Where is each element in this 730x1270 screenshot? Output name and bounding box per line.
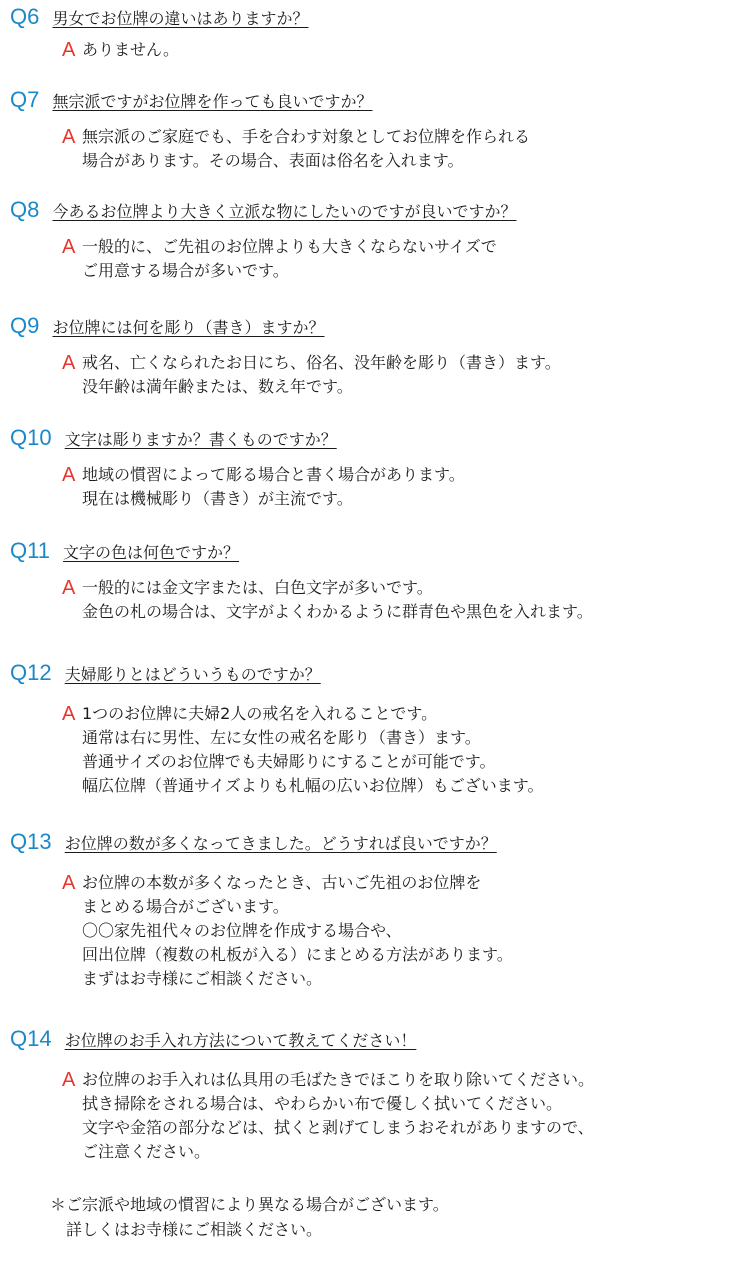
note-line: ＊ご宗派や地域の慣習により異なる場合がございます。 xyxy=(50,1195,449,1214)
answer-line: 拭き掃除をされる場合は、やわらかい布で優しく拭いてください。 xyxy=(82,1094,563,1113)
note-line: 詳しくはお寺様にご相談ください。 xyxy=(50,1220,323,1239)
question-row xyxy=(10,87,372,113)
answer-line: まずはお寺様にご相談ください。 xyxy=(82,969,323,988)
question-text: お位牌の数が多くなってきました。どうすれば良いですか？ xyxy=(64,834,497,853)
answer-line: 地域の慣習によって彫る場合と書く場合があります。 xyxy=(82,465,465,484)
answer-line: 一般的には金文字または、白色文字が多いです。 xyxy=(82,578,433,597)
answer-line: 没年齢は満年齢または、数え年です。 xyxy=(82,377,353,396)
question-text: お位牌のお手入れ方法について教えてください！ xyxy=(64,1031,417,1050)
answer-mark: A xyxy=(62,352,76,374)
question-number: Q6 xyxy=(10,4,40,29)
answer-text xyxy=(82,1068,722,1164)
answer-line: 通常は右に男性、左に女性の戒名を彫り（書き）ます。 xyxy=(82,728,481,747)
question-row xyxy=(10,660,321,686)
question-text: 文字の色は何色ですか？ xyxy=(63,543,240,562)
answer-mark: A xyxy=(62,577,76,599)
answer-text xyxy=(82,125,722,173)
answer-line: お位牌のお手入れは仏具用の毛ばたきでほこりを取り除いてください。 xyxy=(82,1070,595,1089)
answer-line: 場合があります。その場合、表面は俗名を入れます。 xyxy=(82,151,464,170)
answer-line: 1つのお位牌に夫婦2人の戒名を入れることです。 xyxy=(82,704,438,723)
answer-mark: A xyxy=(62,1069,76,1091)
question-row xyxy=(10,1026,416,1052)
answer-line: 文字や金箔の部分などは、拭くと剥げてしまうおそれがありますので、 xyxy=(82,1118,594,1137)
question-number: Q12 xyxy=(10,660,52,685)
answer-mark: A xyxy=(62,39,76,61)
answer-text xyxy=(82,871,722,991)
answer-line: まとめる場合がございます。 xyxy=(82,897,289,916)
question-text: 今あるお位牌より大きく立派な物にしたいのですが良いですか？ xyxy=(52,202,517,221)
answer-text xyxy=(82,702,722,798)
answer-mark: A xyxy=(62,872,76,894)
answer-line: 戒名、亡くなられたお日にち、俗名、没年齢を彫り（書き）ます。 xyxy=(82,353,561,372)
question-row xyxy=(10,829,497,855)
footer-note xyxy=(50,1192,710,1242)
question-text: 文字は彫りますか？書くものですか？ xyxy=(64,430,337,449)
question-text: お位牌には何を彫り（書き）ますか？ xyxy=(52,318,325,337)
answer-mark: A xyxy=(62,703,76,725)
question-number: Q14 xyxy=(10,1026,52,1051)
answer-text xyxy=(82,463,722,511)
question-row xyxy=(10,4,308,30)
answer-text xyxy=(82,576,722,624)
answer-line: 無宗派のご家庭でも、手を合わす対象としてお位牌を作られる xyxy=(82,127,531,146)
answer-text xyxy=(82,351,722,399)
question-row xyxy=(10,197,516,223)
answer-line: 一般的に、ご先祖のお位牌よりも大きくならないサイズで xyxy=(82,237,497,256)
answer-line: 回出位牌（複数の札板が入る）にまとめる方法があります。 xyxy=(82,945,513,964)
answer-mark: A xyxy=(62,236,76,258)
question-number: Q11 xyxy=(10,538,50,563)
answer-line: ご用意する場合が多いです。 xyxy=(82,261,289,280)
answer-line: 金色の札の場合は、文字がよくわかるように群青色や黒色を入れます。 xyxy=(82,602,593,621)
question-number: Q10 xyxy=(10,425,52,450)
answer-line: 普通サイズのお位牌でも夫婦彫りにすることが可能です。 xyxy=(82,752,496,771)
answer-mark: A xyxy=(62,464,76,486)
answer-mark: A xyxy=(62,126,76,148)
question-text: 男女でお位牌の違いはありますか？ xyxy=(52,9,309,28)
answer-text xyxy=(82,38,722,62)
question-number: Q13 xyxy=(10,829,52,854)
question-text: 無宗派ですがお位牌を作っても良いですか？ xyxy=(52,92,373,111)
question-text: 夫婦彫りとはどういうものですか？ xyxy=(64,665,321,684)
answer-line: ありません。 xyxy=(82,40,179,59)
answer-line: 現在は機械彫り（書き）が主流です。 xyxy=(82,489,353,508)
answer-line: 幅広位牌（普通サイズよりも札幅の広いお位牌）もございます。 xyxy=(82,776,544,795)
question-row xyxy=(10,425,337,451)
question-number: Q8 xyxy=(10,197,40,222)
answer-text xyxy=(82,235,722,283)
answer-line: ご注意ください。 xyxy=(82,1142,211,1161)
question-row xyxy=(10,538,239,564)
answer-line: お位牌の本数が多くなったとき、古いご先祖のお位牌を xyxy=(82,873,482,892)
question-number: Q7 xyxy=(10,87,40,112)
answer-line: 〇〇家先祖代々のお位牌を作成する場合や、 xyxy=(82,921,402,940)
question-number: Q9 xyxy=(10,313,40,338)
question-row xyxy=(10,313,324,339)
